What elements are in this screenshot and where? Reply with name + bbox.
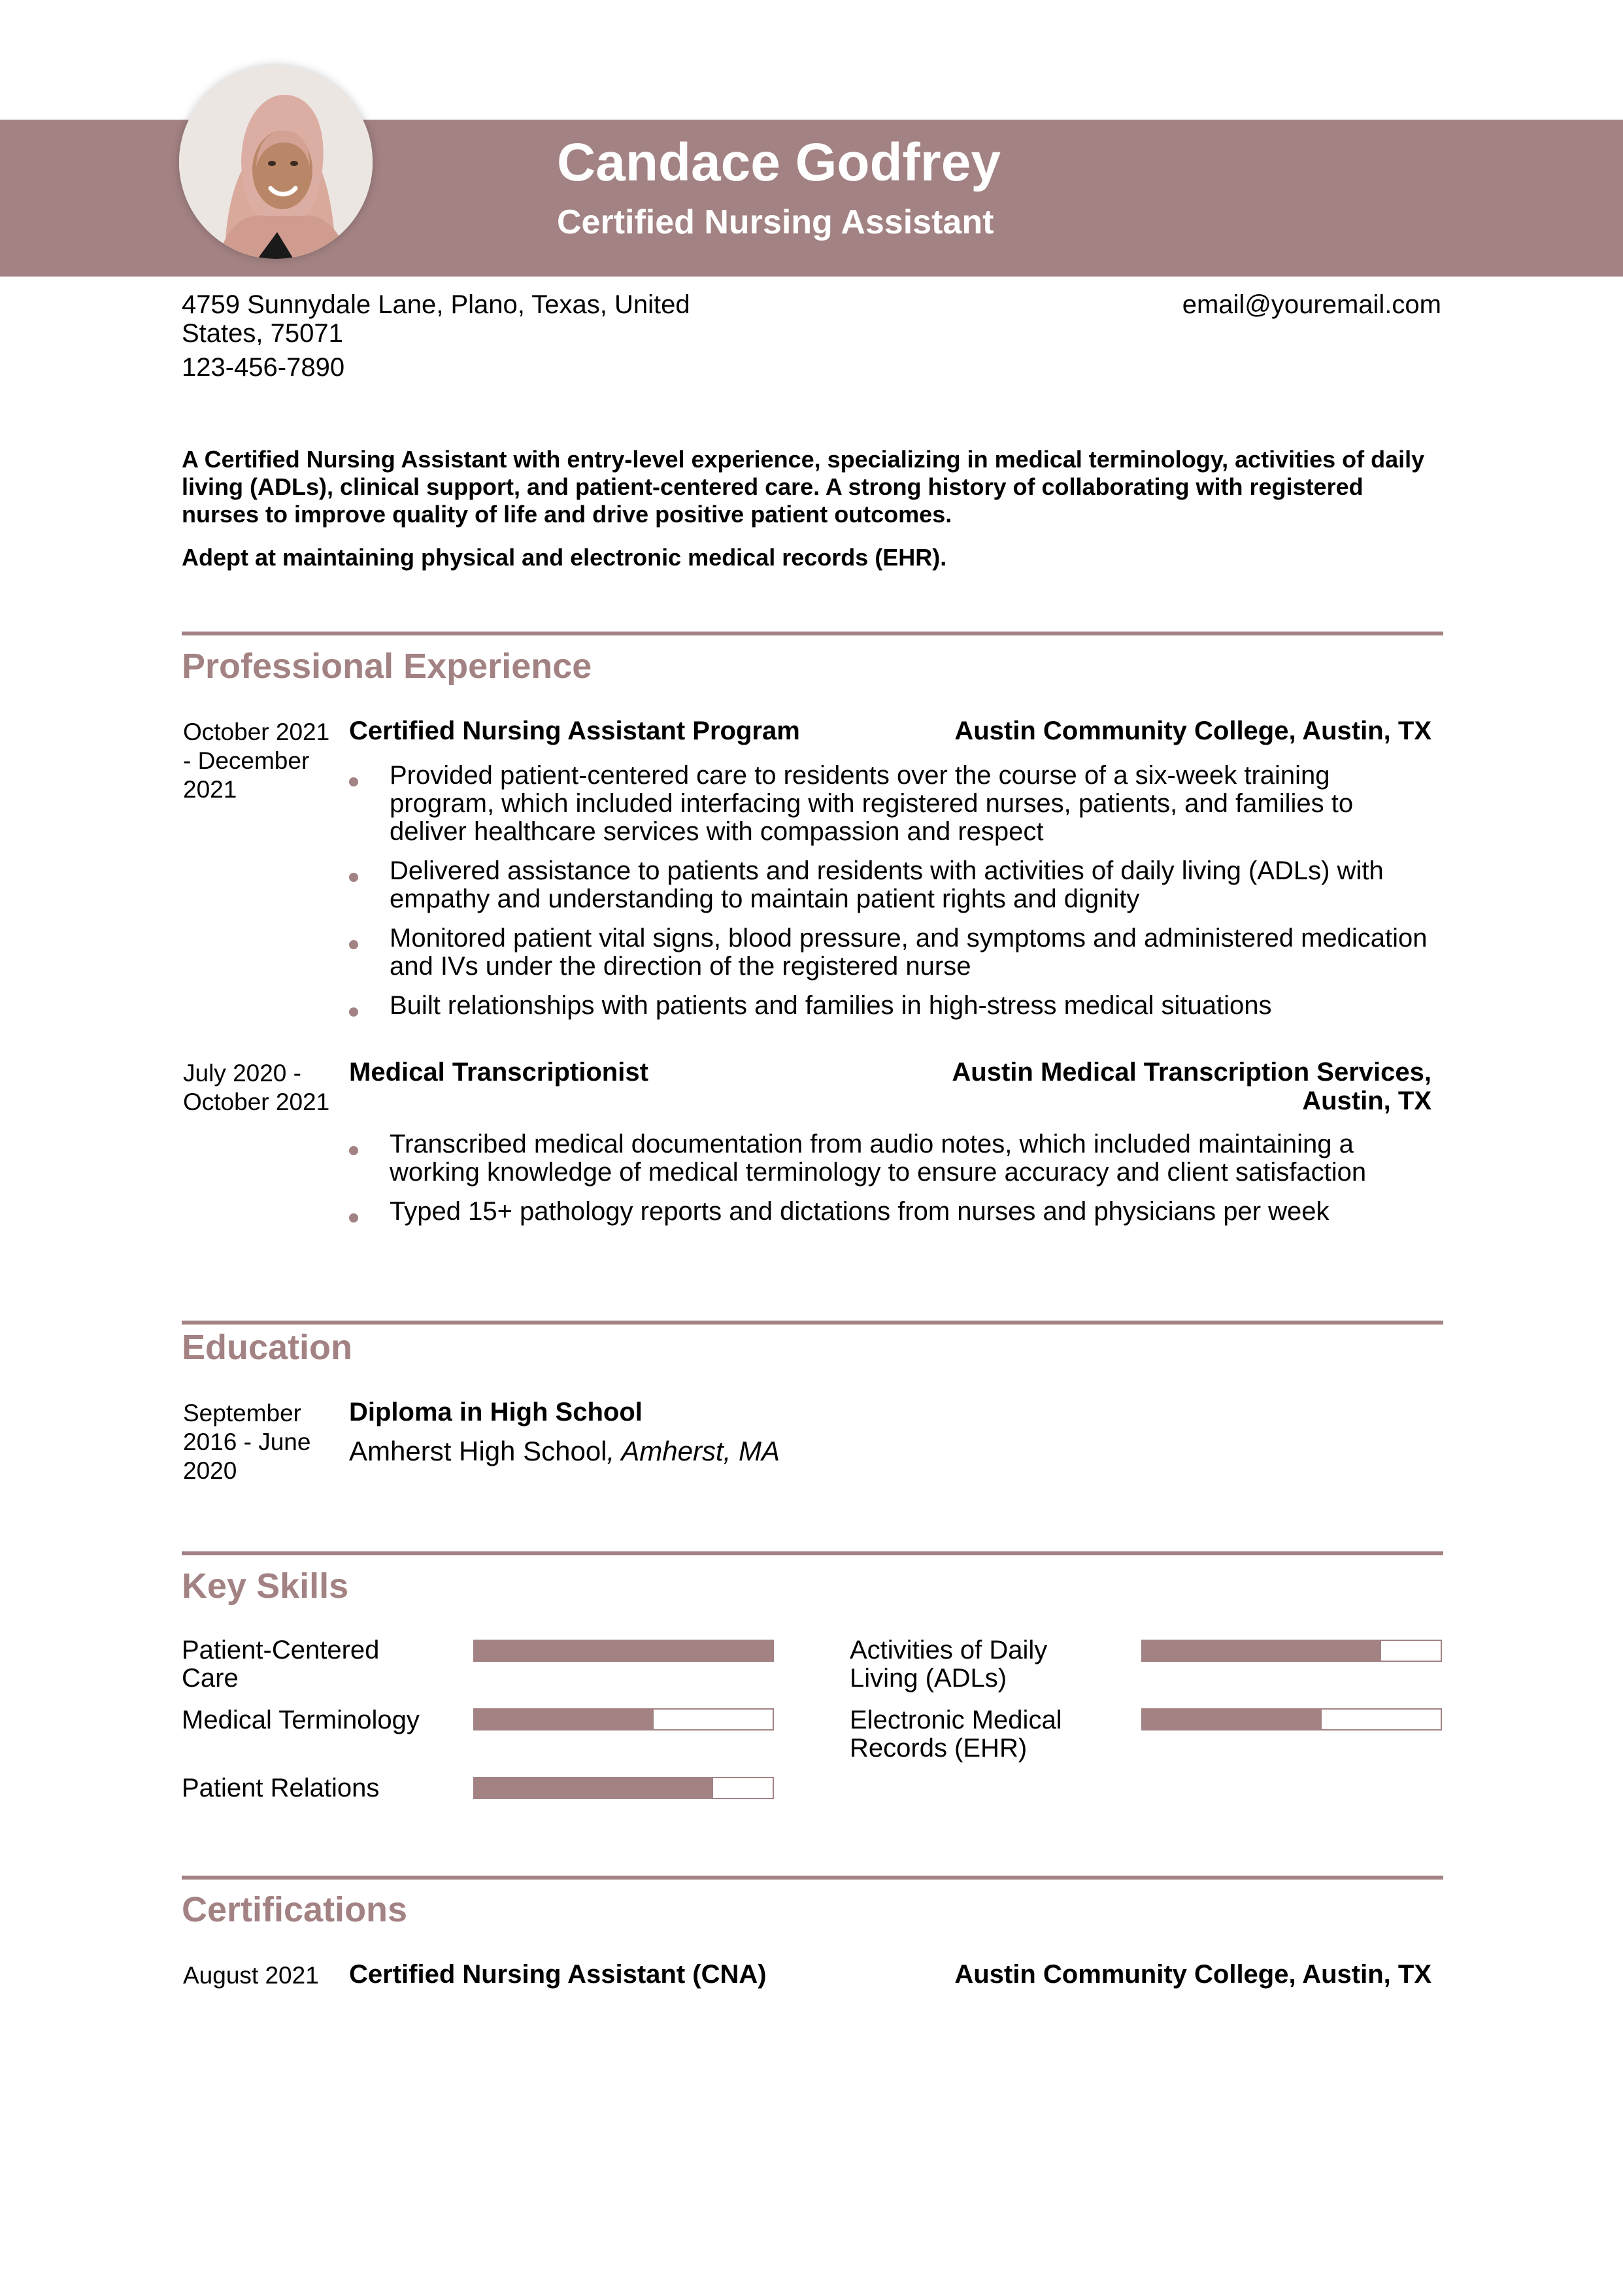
contact-phone: 123-456-7890: [182, 353, 345, 382]
bullet-text: Provided patient-centered care to residents over the course of a six-week training program, which included interfacing with registered nurses, patients, and families to deliver healthcare services with compassion and respect: [390, 761, 1354, 846]
section-title-experience: Professional Experience: [182, 647, 592, 686]
list-item: [349, 857, 1434, 913]
skill-label: Medical Terminology: [182, 1706, 420, 1734]
list-item: [349, 992, 1434, 1020]
contact-address: 4759 Sunnydale Lane, Plano, Texas, United States, 75071: [182, 290, 690, 348]
job-dates: October 2021 - December 2021: [183, 718, 330, 803]
job-bullet-list: [349, 1130, 1434, 1237]
certification-name: Certified Nursing Assistant (CNA): [349, 1960, 767, 1989]
skill-level-fill: [1143, 1641, 1381, 1661]
skill-level-fill: [1143, 1710, 1322, 1729]
skill-level-bar: [473, 1777, 774, 1799]
education-dates: September 2016 - June 2020: [183, 1400, 311, 1484]
certification-organization: Austin Community College, Austin, TX: [954, 1960, 1431, 1989]
job-bullet-list: [349, 762, 1434, 1031]
list-item: [349, 762, 1434, 846]
contact-email: email@youremail.com: [1182, 290, 1441, 319]
bullet-dot-icon: [349, 1007, 358, 1017]
section-divider: [182, 632, 1443, 635]
list-item: [349, 924, 1434, 981]
section-title-education: Education: [182, 1328, 353, 1367]
job-dates: July 2020 - October 2021: [183, 1060, 330, 1115]
section-divider: [182, 1551, 1443, 1555]
list-item: [349, 1130, 1434, 1187]
profile-photo-image: [179, 65, 373, 259]
job-role: Certified Nursing Assistant Program: [349, 717, 800, 745]
bullet-dot-icon: [349, 777, 358, 786]
skill-level-bar: [1141, 1708, 1442, 1730]
skill-label: Activities of Daily Living (ADLs): [850, 1636, 1048, 1693]
bullet-text: Delivered assistance to patients and residents with activities of daily living (ADLs) with empathy and understanding to maintain patient rights and dignity: [390, 856, 1384, 913]
bullet-dot-icon: [349, 1213, 358, 1223]
skill-level-fill: [475, 1778, 713, 1798]
education-location: , Amherst, MA: [607, 1436, 780, 1466]
bullet-dot-icon: [349, 1146, 358, 1155]
candidate-name: Candace Godfrey: [557, 133, 1001, 192]
bullet-dot-icon: [349, 873, 358, 882]
skill-level-bar: [1141, 1640, 1442, 1662]
certification-dates: August 2021: [183, 1962, 319, 1989]
skill-level-fill: [475, 1710, 654, 1729]
skill-label: Electronic Medical Records (EHR): [850, 1706, 1062, 1763]
education-school-line: [349, 1436, 780, 1467]
bullet-text: Typed 15+ pathology reports and dictations from nurses and physicians per week: [390, 1197, 1330, 1226]
summary-paragraph-2: Adept at maintaining physical and electronic medical records (EHR).: [182, 544, 947, 571]
bullet-text: Monitored patient vital signs, blood pressure, and symptoms and administered medication and IVs under the direction of the registered nurse: [390, 924, 1428, 981]
bullet-text: Transcribed medical documentation from audio notes, which included maintaining a working knowledge of medical terminology to ensure accuracy and client satisfaction: [390, 1130, 1367, 1187]
bullet-dot-icon: [349, 940, 358, 949]
job-organization: Austin Community College, Austin, TX: [954, 717, 1431, 745]
list-item: [349, 1198, 1434, 1226]
skill-level-fill: [475, 1641, 773, 1661]
education-school: Amherst High School: [349, 1436, 607, 1466]
section-title-skills: Key Skills: [182, 1566, 349, 1606]
job-role: Medical Transcriptionist: [349, 1058, 648, 1087]
skill-level-bar: [473, 1708, 774, 1730]
bullet-text: Built relationships with patients and families in high-stress medical situations: [390, 991, 1272, 1020]
summary-paragraph-1: A Certified Nursing Assistant with entry-level experience, specializing in medical terminology, activities of daily living (ADLs), clinical support, and patient-centered care. A strong history of collaborating with registered nurses to improve quality of life and drive positive patient outcomes.: [182, 446, 1425, 528]
section-divider: [182, 1876, 1443, 1880]
skill-label: Patient-Centered Care: [182, 1636, 380, 1693]
skill-level-bar: [473, 1640, 774, 1662]
section-title-certifications: Certifications: [182, 1890, 408, 1929]
candidate-title: Certified Nursing Assistant: [557, 203, 994, 241]
section-divider: [182, 1321, 1443, 1325]
profile-photo: [179, 65, 373, 259]
education-degree: Diploma in High School: [349, 1398, 643, 1427]
job-organization: Austin Medical Transcription Services, Austin, TX: [952, 1058, 1431, 1115]
skill-label: Patient Relations: [182, 1774, 380, 1802]
